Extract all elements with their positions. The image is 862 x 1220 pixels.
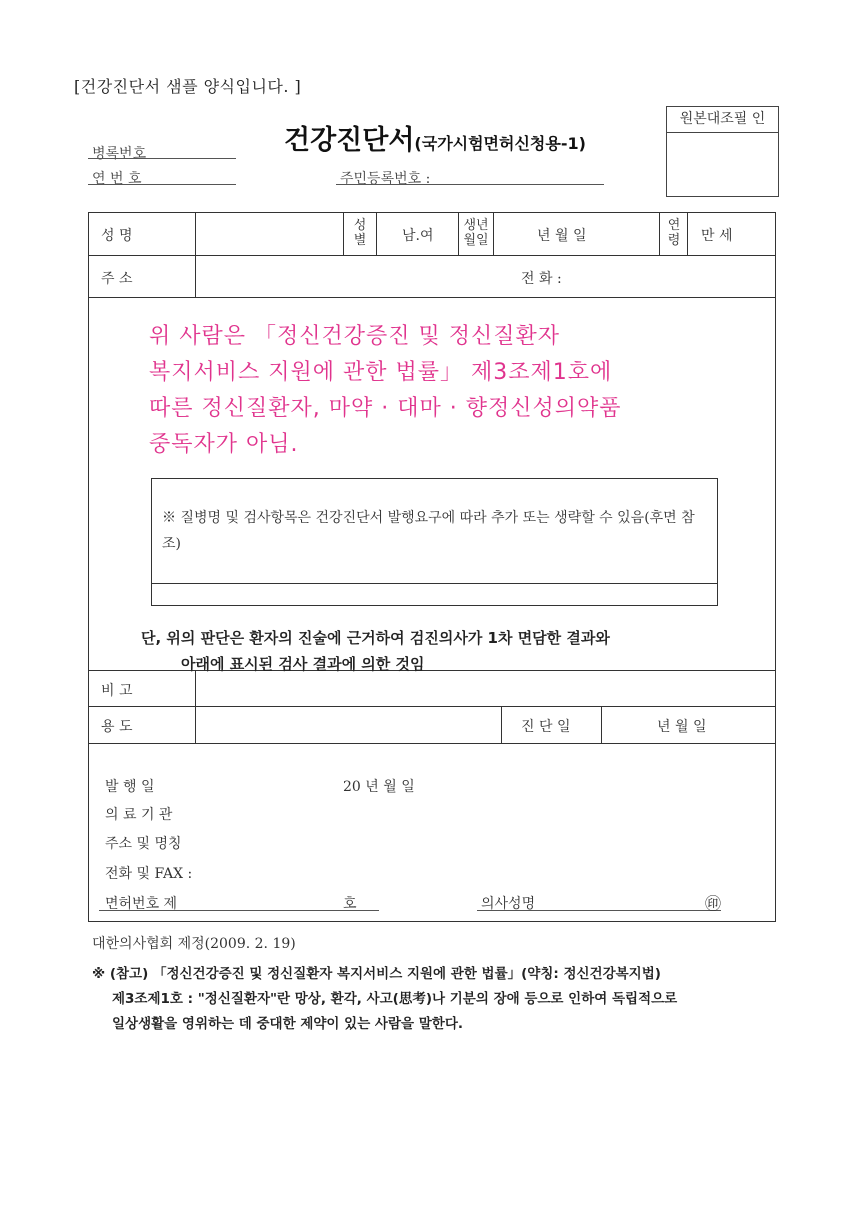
judgment-note-line-2: 아래에 표시된 검사 결과에 의한 것임 [181,655,425,673]
title-subtitle: (국가시험면허신청용-1) [414,134,586,153]
resident-no-label: 주민등록번호 : [340,171,431,187]
certificate-table [88,212,776,922]
doctor-name-line [477,910,721,911]
disease-no-label: 병록번호 [92,146,147,162]
institution-label: 의 료 기 관 [105,807,173,823]
address-label: 주 소 [101,271,133,287]
birth-label: 생년 월일 [463,218,489,248]
issue-date-value: 20 년 월 일 [343,779,415,795]
doctor-name-label: 의사성명 [481,896,536,912]
age-label: 연 령 [667,218,681,248]
serial-no-label: 연 번 호 [92,171,142,187]
license-no-line [99,910,379,911]
license-ho-label: 호 [343,896,357,912]
exam-items-box [151,478,718,606]
association-note: 대한의사협회 제정(2009. 2. 19) [92,936,296,952]
phone-label: 전 화 : [521,271,562,287]
seal-mark: ㊞ [705,894,722,913]
statement-line-4: 중독자가 아님. [149,432,299,457]
sex-label: 성 별 [353,218,367,248]
phone-fax-label: 전화 및 FAX : [105,866,193,882]
reference-line-1: ※ (참고) 「정신건강증진 및 정신질환자 복지서비스 지원에 관한 법률」(약칭: 정신건강복지법) [92,966,661,982]
name-label: 성 명 [101,228,133,244]
exam-items-note: ※ 질병명 및 검사항목은 건강진단서 발행요구에 따라 추가 또는 생략할 수 있음(후면 참조) [162,510,695,552]
sex-value: 남.여 [402,228,434,244]
reference-line-3: 일상생활을 영위하는 데 중대한 제약이 있는 사람을 말한다. [112,1016,464,1032]
license-no-label: 면허번호 제 [105,896,178,912]
purpose-label: 용 도 [101,719,133,735]
form-title [284,118,586,157]
sample-notice: [건강진단서 샘플 양식입니다. ] [74,77,302,96]
reference-line-2: 제3조제1호 : "정신질환자"란 망상, 환각, 사고(思考)나 기분의 장애 등으로 인하여 독립적으로 [112,991,678,1007]
resident-no-line [336,184,604,185]
statement-line-2: 복지서비스 지원에 관한 법률」 제3조제1호에 [149,360,613,385]
address-name-label: 주소 및 명칭 [105,836,182,852]
remarks-label: 비 고 [101,683,133,699]
diagnosis-date-label: 진 단 일 [521,719,571,735]
statement-line-1: 위 사람은 「정신건강증진 및 정신질환자 [149,324,561,349]
birth-value: 년 월 일 [537,228,587,244]
age-value: 만 세 [701,228,733,244]
diagnosis-date-value: 년 월 일 [657,719,707,735]
disease-no-line [88,158,236,159]
statement-line-3: 따른 정신질환자, 마약 · 대마 · 향정신성의약품 [149,396,622,421]
original-verification-stamp-box [666,106,779,197]
title-main: 건강진단서 [284,125,415,156]
stamp-label: 원본대조필 인 [667,107,778,133]
issue-date-label: 발 행 일 [105,779,155,795]
judgment-note-line-1: 단, 위의 판단은 환자의 진술에 근거하여 검진의사가 1차 면담한 결과와 [141,629,610,647]
serial-no-line [88,184,236,185]
